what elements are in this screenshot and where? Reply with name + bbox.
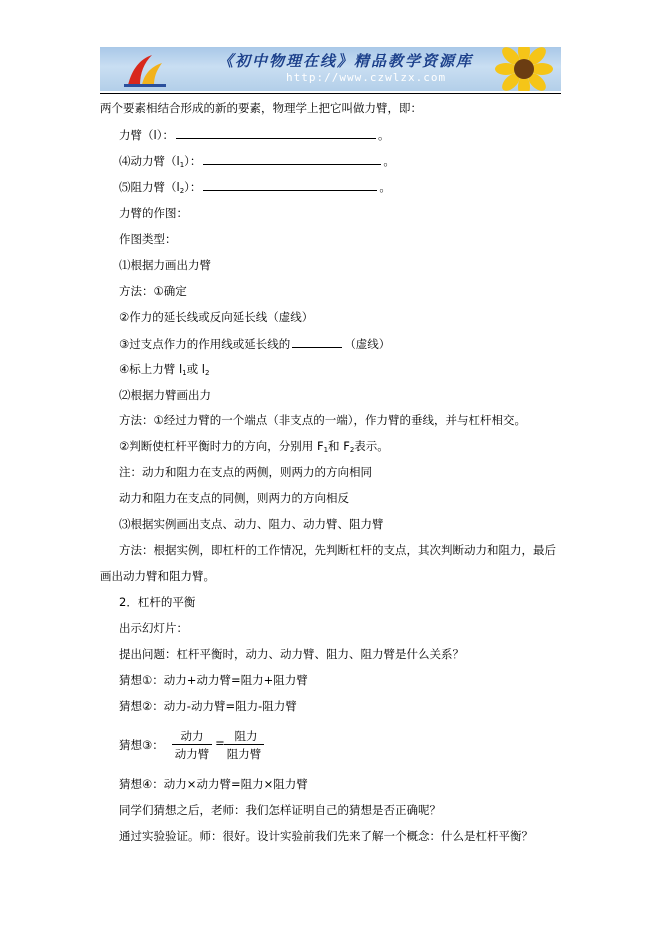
text-line: 方法：①经过力臂的一个端点（非支点的一端），作力臂的垂线，并与杠杆相交。	[119, 413, 527, 427]
lever-arm-definition: 力臂（l）： 。	[119, 128, 390, 142]
text-line: 提出问题：杠杆平衡时，动力、动力臂、阻力、阻力臂是什么关系？	[119, 647, 464, 661]
formula-denominator: 动力臂	[174, 747, 210, 761]
text-line: ⑴根据力画出力臂	[119, 258, 211, 272]
text-line: 出示幻灯片：	[119, 621, 188, 635]
text-line: ④标上力臂 $l_1$或 $l_2$	[119, 362, 210, 377]
formula-equals: =	[215, 736, 225, 750]
banner-title: 《初中物理在线》精品教学资源库	[218, 52, 474, 70]
text-line: ②判断使杠杆平衡时力的方向，分别用 $F_1$和 $F_2$表示。	[119, 439, 389, 454]
text-line: 同学们猜想之后，老师：我们怎样证明自己的猜想是否正确呢？	[119, 803, 441, 817]
formula-denominator: 阻力臂	[226, 747, 262, 761]
hypothesis-3: 猜想③：	[119, 738, 164, 752]
text-line: 通过实验验证。师：很好。设计实验前我们先来了解一个概念：什么是杠杆平衡？	[119, 829, 533, 843]
fraction-bar	[224, 744, 264, 745]
text-line: 注：动力和阻力在支点的两侧，则两力的方向相同	[119, 465, 372, 479]
text-line: 方法：根据实例，即杠杆的工作情况，先判断杠杆的支点，其次判断动力和阻力，最后	[119, 543, 556, 557]
text-line: 动力和阻力在支点的同侧，则两力的方向相反	[119, 491, 349, 505]
hypothesis-4: 猜想④：动力×动力臂=阻力×阻力臂	[119, 777, 308, 791]
site-logo-icon	[122, 51, 168, 89]
effort-arm-definition: ⑷动力臂$(l_1)$： 。	[119, 154, 395, 169]
text-line: 力臂的作图：	[119, 206, 188, 220]
answer-blank	[292, 336, 342, 348]
text-line: 方法：①确定	[119, 284, 187, 298]
text-line: ⑶根据实例画出支点、动力、阻力、动力臂、阻力臂	[119, 517, 384, 531]
text-line: ③过支点作力的作用线或延长线的 （虚线）	[119, 337, 391, 351]
formula-numerator: 阻力	[234, 729, 258, 743]
header-banner	[100, 47, 561, 91]
text-line: ⑵根据力臂画出力	[119, 388, 211, 402]
answer-blank	[203, 153, 381, 165]
sunflower-icon	[480, 47, 560, 91]
text-line: ②作力的延长线或反向延长线（虚线）	[119, 310, 314, 324]
hypothesis-1: 猜想①：动力+动力臂=阻力+阻力臂	[119, 673, 308, 687]
banner-url: http://www.czwlzx.com	[286, 71, 447, 84]
text-line: 两个要素相结合形成的新的要素，物理学上把它叫做力臂，即：	[100, 101, 422, 115]
hypothesis-2: 猜想②：动力-动力臂=阻力-阻力臂	[119, 699, 297, 713]
fraction-bar	[172, 744, 212, 745]
formula-numerator: 动力	[180, 729, 204, 743]
answer-blank	[176, 127, 376, 139]
text-line: 作图类型：	[119, 232, 177, 246]
text-line: 画出动力臂和阻力臂。	[100, 569, 215, 583]
resistance-arm-definition: ⑸阻力臂$(l_2)$： 。	[119, 180, 391, 195]
header-divider	[100, 93, 561, 94]
answer-blank	[203, 179, 377, 191]
section-heading: 2．杠杆的平衡	[119, 595, 196, 609]
